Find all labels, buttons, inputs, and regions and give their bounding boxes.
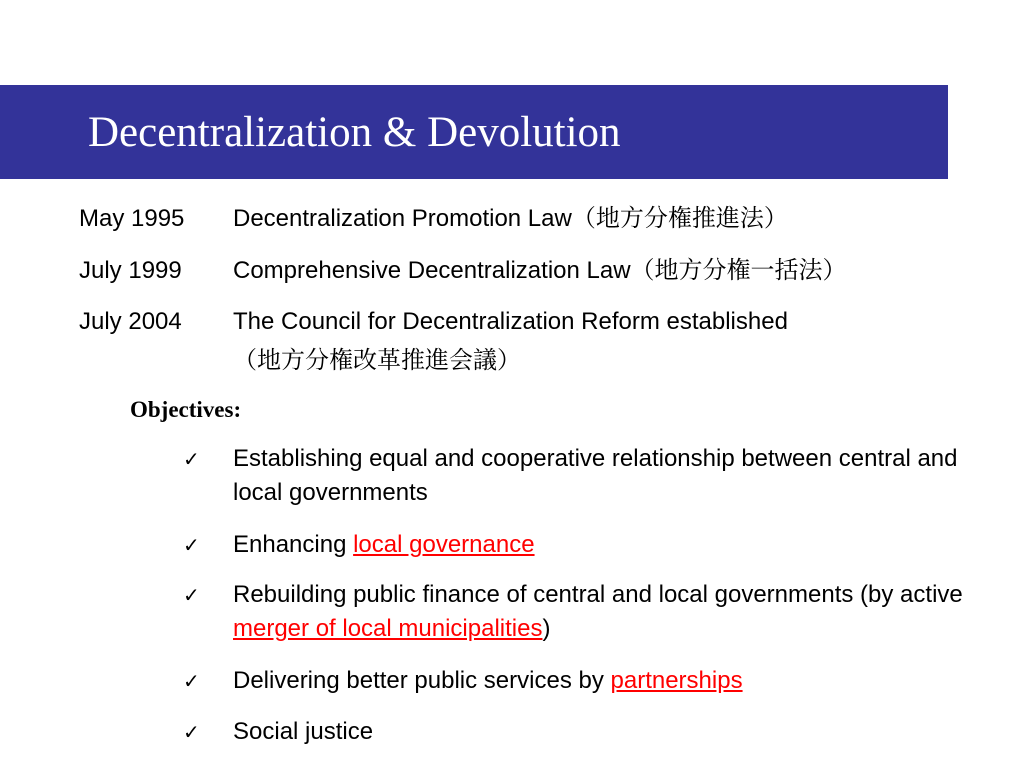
objective-item [233,578,993,646]
checkmark-icon: ✓ [183,669,200,693]
objective-text: Enhancing [233,531,354,558]
checkmark-icon: ✓ [183,533,200,557]
partnerships-link[interactable]: partnerships [610,667,743,694]
timeline-text-japanese: （地方分権改革推進会議） [233,347,521,374]
timeline-text: Decentralization Promotion Law（地方分権推進法） [233,205,788,232]
objective-item [233,442,993,510]
checkmark-icon: ✓ [183,720,200,744]
objective-text: Delivering better public services by [233,667,611,694]
merger-municipalities-link[interactable]: merger of local municipalities [233,615,543,642]
slide-title: Decentralization & Devolution [88,109,621,156]
timeline-date: July 1999 [79,257,182,284]
timeline-date: July 2004 [79,308,182,335]
timeline-date: May 1995 [79,205,185,232]
objectives-heading: Objectives: [130,397,242,422]
objective-text: Social justice [233,718,374,745]
objective-item [233,664,993,698]
checkmark-icon: ✓ [183,447,200,471]
objective-text-close: ) [542,615,551,642]
objective-text: Rebuilding public finance of central and local governments (by active [233,581,963,608]
checkmark-icon: ✓ [183,583,200,607]
timeline-text: Comprehensive Decentralization Law（地方分権一括法） [233,257,847,284]
objective-item [233,715,993,749]
objective-item [233,528,993,562]
timeline-text: The Council for Decentralization Reform established [233,308,788,335]
objective-text: Establishing equal and cooperative relationship between central and local governments [233,445,958,506]
local-governance-link[interactable]: local governance [353,531,535,558]
